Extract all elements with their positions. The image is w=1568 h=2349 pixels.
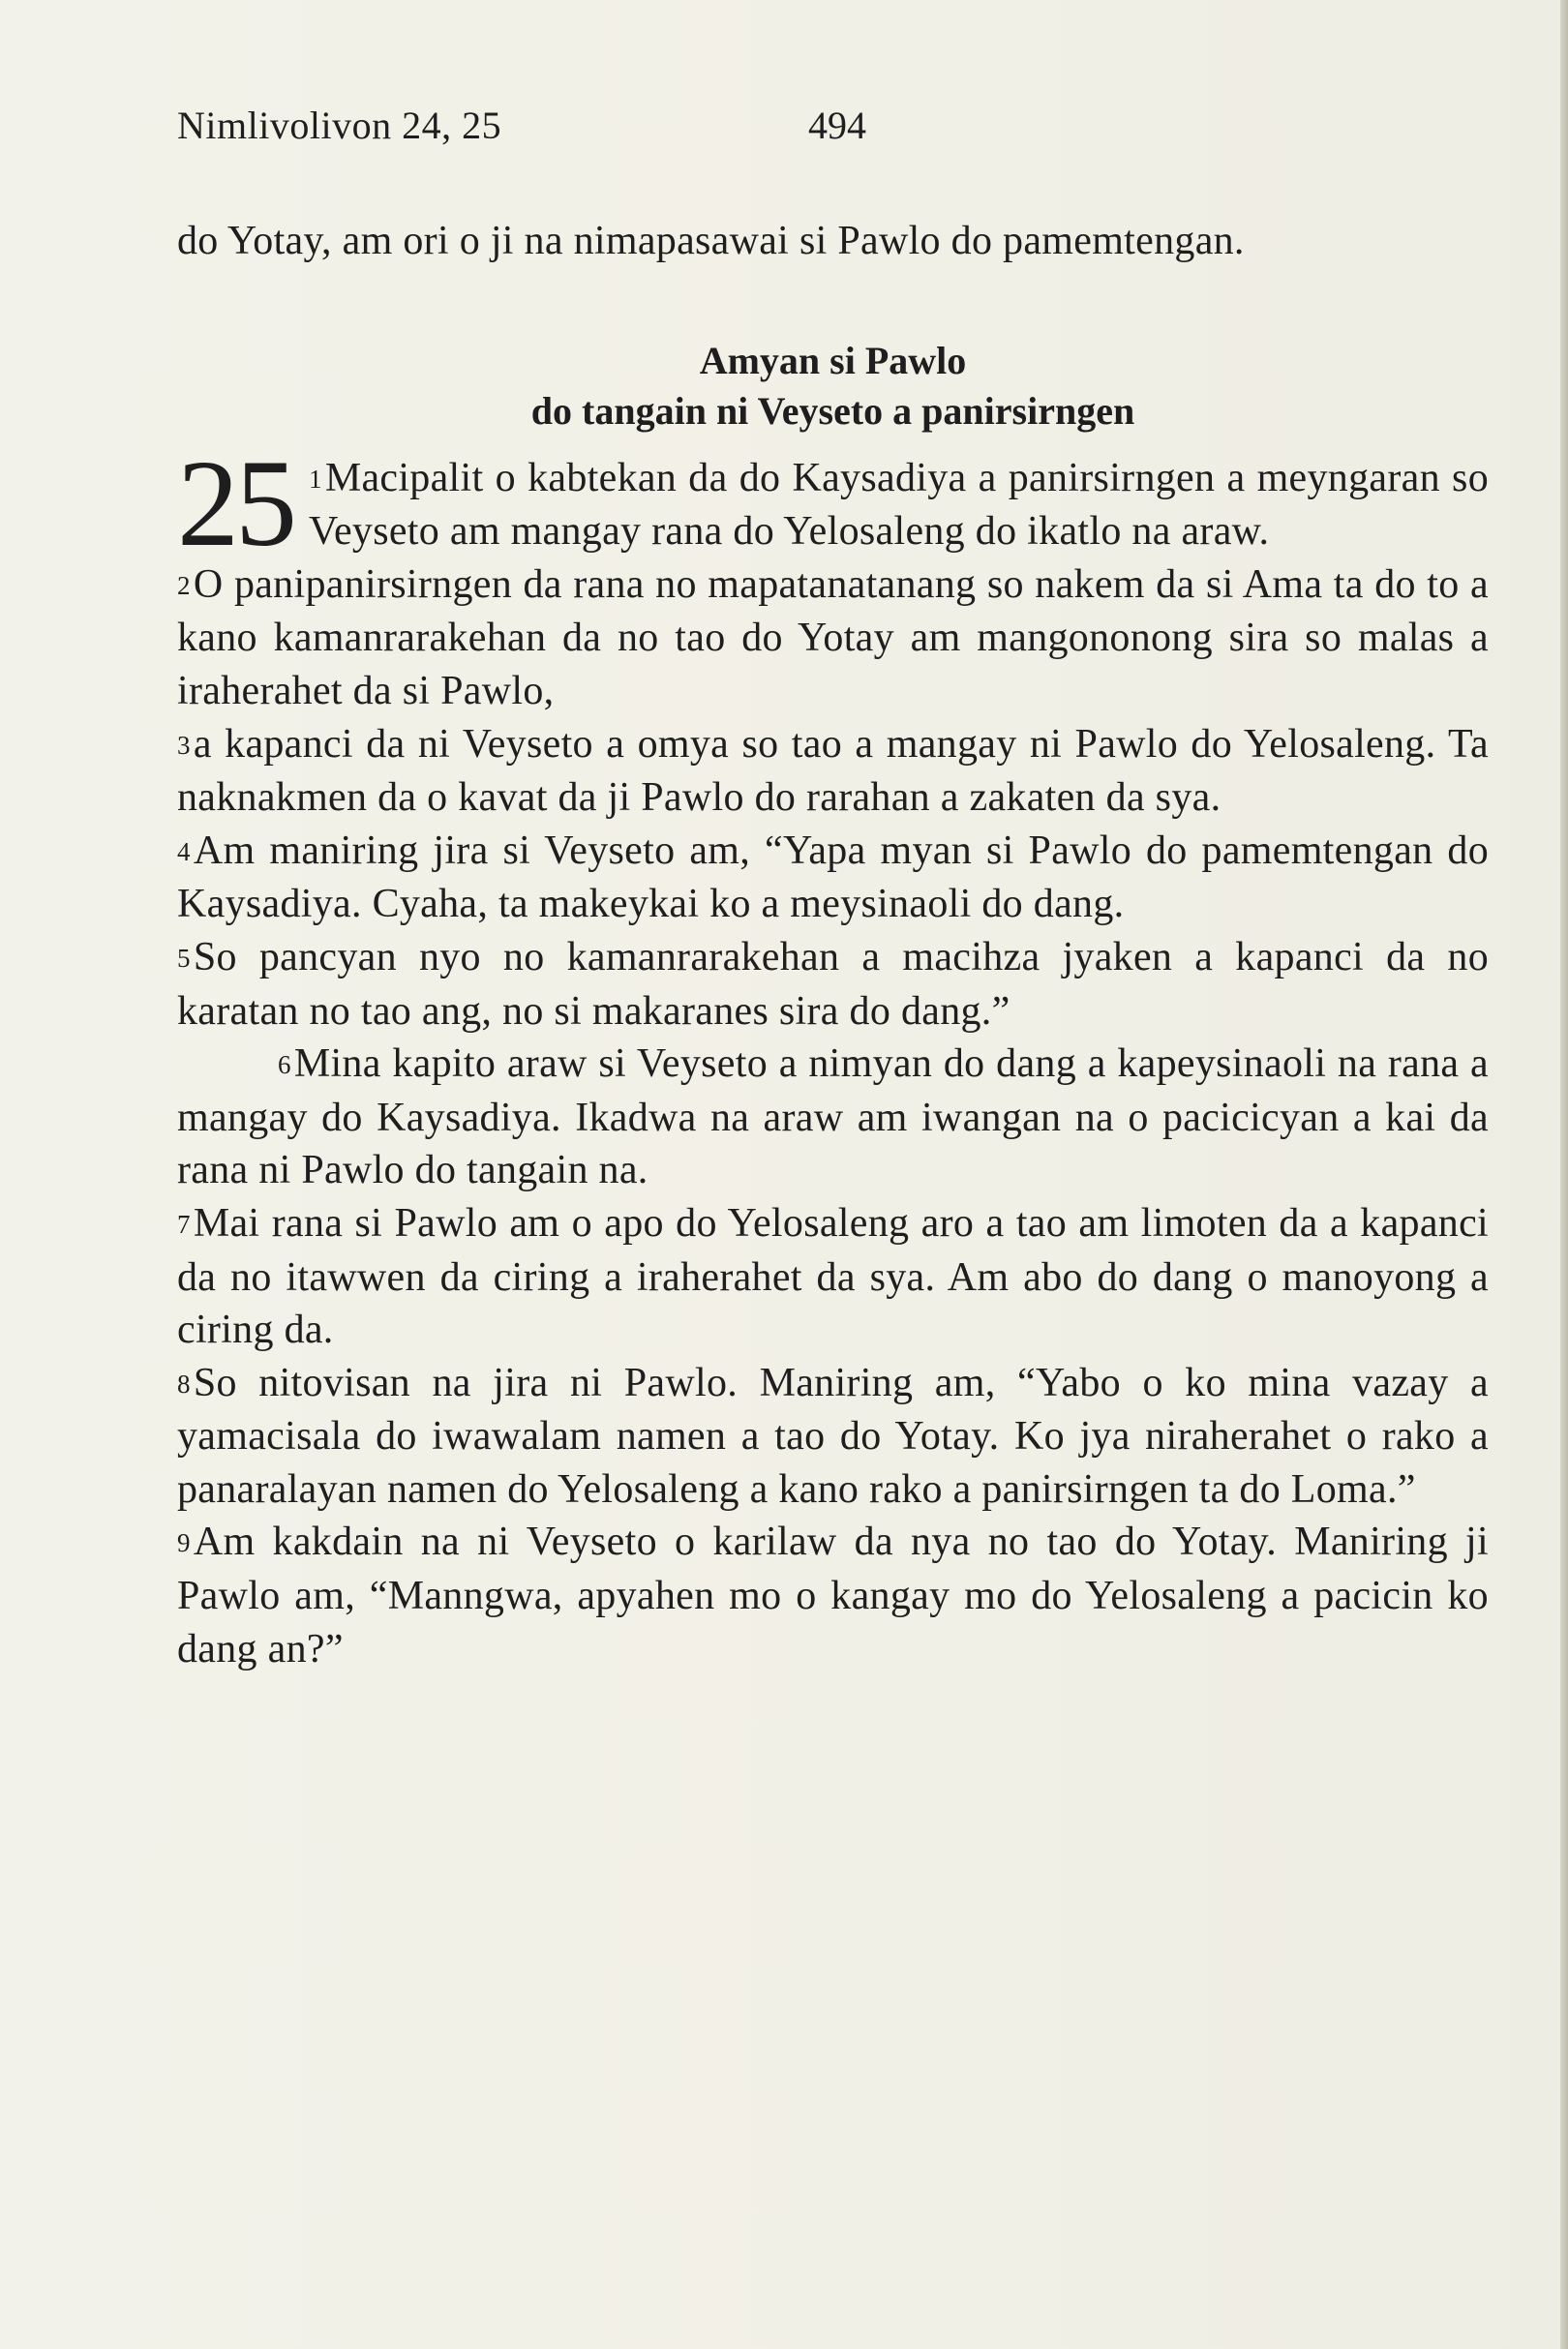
verse-number: 2: [177, 570, 191, 600]
verse-text: O panipanirsirngen da rana no mapatanatanang so nakem da si Ama ta do to a kano kamanrarakehan da no tao do Yotay am mangononong sira so malas a iraherahet da si Pawlo,: [177, 561, 1489, 713]
body-text: [177, 215, 1489, 1675]
verse-text: Mai rana si Pawlo am o apo do Yelosaleng aro a tao am limoten da a kapanci da no itawwen da ciring a iraherahet da sya. Am abo do dang o manoyong a ciring da.: [177, 1200, 1489, 1353]
verse-5: [177, 931, 1489, 1038]
verse-number: 6: [278, 1050, 291, 1080]
continuation-paragraph: do Yotay, am ori o ji na nimapasawai si Pawlo do pamemtengan.: [177, 219, 1245, 263]
verse-text: So nitovisan na jira ni Pawlo. Maniring am, “Yabo o ko mina vazay a yamacisala do iwawalam namen a tao do Yotay. Ko jya niraherahet o rako a panaralayan namen do Yelosaleng a kano rako a panirsirngen ta do Loma.”: [177, 1360, 1489, 1512]
verse-4: [177, 825, 1489, 931]
verse-6: [177, 1038, 1489, 1197]
verse-3: [177, 718, 1489, 825]
verse-text: Am kakdain na ni Veyseto o karilaw da nya no tao do Yotay. Maniring ji Pawlo am, “Manngwa, apyahen mo o kangay mo do Yelosaleng a pacicin ko dang an?”: [177, 1520, 1489, 1671]
verse-number: 3: [177, 730, 191, 760]
chapter-25: [177, 434, 1489, 1676]
verse-number: 4: [177, 836, 191, 866]
verse-number: 5: [177, 943, 191, 973]
verse-number: 9: [177, 1528, 191, 1558]
verse-2: [177, 558, 1489, 718]
section-heading-line-2: do tangain ni Veyseto a panirsirngen: [530, 388, 1135, 433]
verse-1: [177, 434, 1489, 572]
verse-text: Am maniring jira si Veyseto am, “Yapa myan si Pawlo do pamemtengan do Kaysadiya. Cyaha, ta makeykai ko a meysinaoli do dang.: [177, 828, 1489, 927]
verse-7: [177, 1197, 1489, 1357]
section-heading-line-1: Amyan si Pawlo: [699, 338, 967, 382]
section-heading: [177, 336, 1489, 437]
verse-number: 7: [177, 1209, 191, 1239]
running-head: Nimlivolivon 24, 25: [177, 104, 502, 147]
verse-9: [177, 1516, 1489, 1675]
verse-text: a kapanci da ni Veyseto a omya so tao a mangay ni Pawlo do Yelosaleng. Ta naknakmen da o kavat da ji Pawlo do rarahan a zakaten da sya.: [177, 721, 1489, 821]
verse-8: [177, 1357, 1489, 1517]
page-edge: [1560, 0, 1568, 2349]
verse-text: Macipalit o kabtekan da do Kaysadiya a panirsirngen a meyngaran so Veyseto am mangay rana do Yelosaleng do ikatlo na araw.: [309, 455, 1489, 555]
verse-number: 8: [177, 1369, 191, 1399]
verse-number: 1: [309, 464, 322, 494]
page-number: 494: [808, 104, 866, 147]
chapter-number: 25: [177, 434, 293, 572]
verse-text: Mina kapito araw si Veyseto a nimyan do dang a kapeysinaoli na rana a mangay do Kaysadiya. Ikadwa na araw am iwangan na o pacicicyan a kai da rana ni Pawlo do tangain na.: [177, 1041, 1489, 1193]
verse-text: So pancyan nyo no kamanrarakehan a macihza jyaken a kapanci da no karatan no tao ang, no si makaranes sira do dang.”: [177, 934, 1489, 1034]
